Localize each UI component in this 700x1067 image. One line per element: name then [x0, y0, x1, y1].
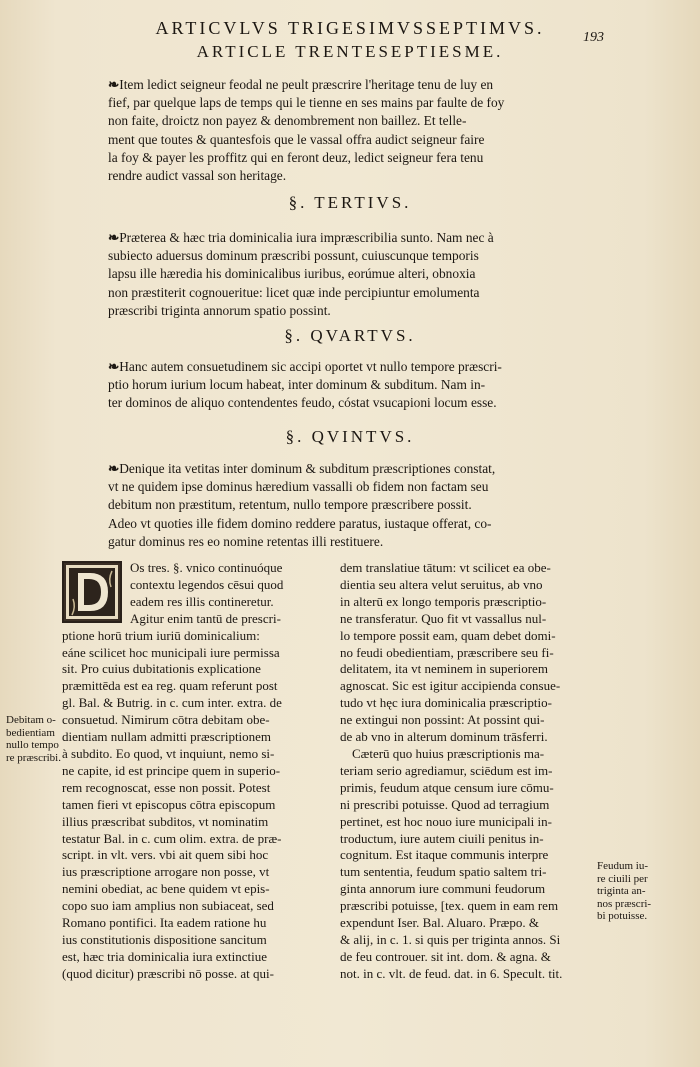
text-line: ni prescribi potuisse. Quod ad terragium	[340, 796, 550, 812]
text-line: rem recognoscat, esse non possit. Potest	[62, 779, 271, 795]
text-line: delitatem, ita vt neminem in superiorem	[340, 661, 548, 677]
text-line: gatur dominus res eo nomine retentas illi restituere.	[108, 533, 384, 549]
text-line: Romano pontifici. Ita eadem ratione hu	[62, 915, 267, 931]
text-line: ne transferatur. Quo fit vt vassallus nul-	[340, 610, 547, 626]
text-line: eadem res illis contineretur.	[130, 593, 274, 609]
text-line: de feu controuer. sit int. dom. & agna. &	[340, 948, 551, 964]
text-line: ius constitutionis dispositione sancitum	[62, 931, 267, 947]
text-line: pertinet, est hoc nouo iure municipali in-	[340, 813, 552, 829]
text-line: ter dominos de aliquo contendentes feudo, cóstat vsucapioni locum esse.	[108, 395, 497, 411]
text-line: fief, par quelque laps de temps qui le tienne en ses mains par faulte de foy	[108, 95, 505, 111]
paragraph-mark-icon: ❧	[108, 461, 120, 476]
text-line: lapsu ille hæredia his dominicalibus iuribus, eorúmue alteri, obnoxia	[108, 266, 476, 282]
text-line: de ab vno in alterum dominum trāsferri.	[340, 729, 548, 745]
text-line: troductum, iure autem ciuili penitus in-	[340, 830, 544, 846]
section-heading-quintus: §. QVINTVS.	[285, 427, 415, 446]
text-line: Denique ita vetitas inter dominum & subditum præscriptiones constat,	[119, 461, 496, 476]
commentary-left-column	[62, 560, 332, 983]
text-line: Item ledict seigneur feodal ne peult præscrire l'heritage tenu de luy en	[119, 77, 494, 92]
section-quintus-text	[108, 460, 570, 551]
text-line: Hanc autem consuetudinem sic accipi oportet vt nullo tempore præscri-	[119, 359, 502, 374]
text-line: illius præscribat subditos, vt nominatim	[62, 813, 269, 829]
text-line: ius præscriptione arrogare non posse, vt	[62, 864, 270, 880]
text-line: tamen fieri vt episcopus cōtra episcopum	[62, 796, 276, 812]
text-line: not. in c. vlt. de feud. dat. in 6. Specult. tit.	[340, 965, 563, 981]
text-line: subiecto aduersus dominum præscribi possunt, cuiuscunque temporis	[108, 248, 479, 264]
text-line: Os tres. §. vnico continuóque	[130, 560, 283, 575]
commentary-right-column	[340, 560, 593, 983]
text-line: gl. Bal. & Butrig. in c. cum inter. extra. de	[62, 695, 282, 711]
text-line: debitum non præstitum, retentum, nullo tempore præscribere possit.	[108, 497, 472, 513]
text-line: script. in vlt. vers. vbi ait quem sibi hoc	[62, 847, 269, 863]
text-line: consuetud. Nimirum cōtra debitam obe-	[62, 712, 270, 728]
text-line: la foy & payer les proffitz qui en feront deuz, ledict seigneur fera tenu	[108, 149, 484, 165]
text-line: ne capite, id est principe quem in superio-	[62, 762, 281, 778]
text-line: rendre audict vassal son heritage.	[108, 168, 287, 184]
text-line: ne extingui non possint: At possint qui-	[340, 712, 545, 728]
margin-note-left	[6, 714, 60, 764]
article-title-french: ARTICLE TRENTESEPTIESME.	[196, 42, 504, 61]
margin-line: Debitam o-	[6, 714, 56, 726]
text-line: dientiam nullam admitti præscriptionem	[62, 729, 272, 745]
text-line: (quod dicitur) præscribi nō posse. at qui-	[62, 965, 274, 981]
paragraph-mark-icon: ❧	[108, 359, 120, 374]
margin-line: nos præscri-	[597, 897, 652, 910]
section-quartus-text	[108, 358, 570, 413]
text-line: ptione horū trium iuriū dominicalium:	[62, 627, 260, 643]
article-title-latin: ARTICVLVS TRIGESIMVSSEPTIMVS.	[155, 18, 545, 38]
text-line: eáne scilicet hoc municipali iure permissa	[62, 644, 280, 660]
text-line: dem translatiue tātum: vt scilicet ea obe-	[340, 560, 551, 575]
text-line: ptio horum iurium locum habeat, inter dominum & subditum. Nam in-	[108, 377, 486, 393]
text-line: in alterū ex longo temporis præscriptio-	[340, 593, 547, 609]
text-line: non præstiterit cognoueritue: licet quæ inde percipiuntur emolumenta	[108, 284, 480, 300]
text-line: dientia seu altera velut seruitus, ab vno	[340, 576, 543, 592]
paragraph-mark-icon: ❧	[108, 77, 120, 92]
text-line: agnoscat. Sic est igitur accipienda consue-	[340, 678, 561, 694]
text-line: Cæterū quo huius præscriptionis ma-	[352, 745, 545, 761]
text-line: contextu legendos cēsui quod	[130, 576, 284, 592]
text-line: nemini obediat, ac bene quidem vt epis-	[62, 881, 270, 897]
paragraph-mark-icon: ❧	[108, 230, 120, 245]
text-line: tum sententia, feudum spatio saltem tri-	[340, 864, 547, 880]
text-line: est, hæc tria dominicalia iura extinctiue	[62, 948, 268, 964]
text-line: sit. Pro cuius dubitationis explicatione	[62, 661, 261, 677]
text-line: cognitum. Est itaque communis interpre	[340, 847, 549, 863]
text-line: teriam serio agrediamur, sciēdum est im-	[340, 762, 553, 778]
margin-line: triginta an-	[597, 885, 646, 897]
text-line: Adeo vt quoties ille fidem domino reddere paratus, iustaque offerat, co-	[108, 515, 492, 531]
text-line: ginta annorum iure communi feudorum	[340, 881, 546, 897]
section-heading-quartus: §. QVARTVS.	[284, 326, 416, 345]
text-line: ment que toutes & quantesfois que le vassal offra audict seigneur faire	[108, 131, 485, 147]
margin-line: Feudum iu-	[597, 860, 649, 872]
text-line: præscribi potuisse, [tex. quem in eam rem	[340, 898, 559, 914]
text-line: præmittēda est ea reg. quam referunt post	[62, 678, 278, 694]
text-line: testatur Bal. in c. cum olim. extra. de præ-	[62, 830, 282, 846]
margin-line: bedientiam	[6, 726, 55, 739]
text-line: primis, feudum atque censum iure cōmu-	[340, 779, 554, 795]
text-line: præscribi triginta annorum spatio possint.	[108, 302, 331, 318]
text-line: à subdito. Eo quod, vt inquiunt, nemo si-	[62, 745, 275, 761]
text-line: non faite, droictz non payez & denombrement non baillez. Et telle-	[108, 113, 467, 129]
margin-line: re præscribi.	[6, 751, 61, 764]
text-line: Agitur enim tantū de prescri-	[130, 610, 281, 626]
section-heading-tertius: §. TERTIVS.	[288, 193, 412, 212]
text-line: Præterea & hæc tria dominicalia iura impræscribilia sunto. Nam nec à	[119, 230, 494, 245]
text-line: & alij, in c. 1. si quis per triginta annos. Si	[340, 931, 561, 947]
french-paragraph	[108, 76, 570, 185]
text-line: vt ne quidem ipse dominus hæredium vassalli ob fidem non factam seu	[108, 479, 489, 495]
section-tertius-text	[108, 229, 570, 320]
margin-note-right	[597, 860, 697, 923]
text-line: no feudi obedientiam, præscribere seu fi-	[340, 644, 554, 660]
margin-line: nullo tempo	[6, 739, 59, 751]
text-line: lo tempore possit eam, quam debet domi-	[340, 627, 556, 643]
page-number: 193	[583, 30, 604, 45]
margin-line: re ciuili per	[597, 872, 648, 885]
text-line: tudo vt hęc iura dominicalia præscriptio-	[340, 695, 552, 711]
text-line: copo suo iam amplius non subiaceat, sed	[62, 898, 274, 914]
margin-line: bi potuisse.	[597, 910, 648, 922]
text-line: expendunt Iser. Bal. Aluaro. Præpo. &	[340, 915, 539, 931]
